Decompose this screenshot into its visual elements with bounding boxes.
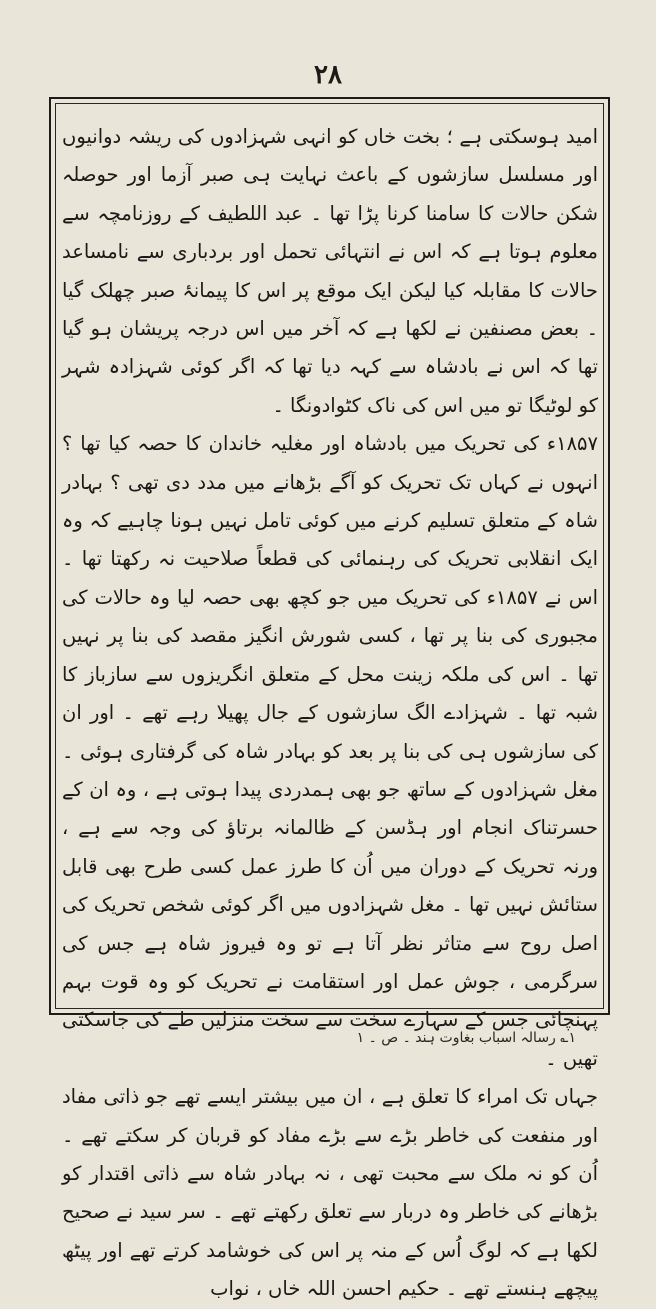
page-number: ۲۸	[314, 60, 342, 90]
paragraph-3: جہاں تک امراء کا تعلق ہے ، ان میں بیشتر ایسے تھے جو ذاتی مفاد اور منفعت کی خاطر بڑے سے بڑے مفاد کو قربان کر سکتے تھے ۔ اُن کو نہ ملک سے محبت تھی ، نہ بہادر شاہ سے ذاتی اقتدار کو بڑھانے کی خاطر وہ دربار سے تعلق رکھتے تھے ۔ سر سید نے صحیح لکھا ہے کہ لوگ اُس کے منہ پر اس کی خوشامد کرتے تھے اور پیٹھ پیچھے ہنستے تھے ۔ حکیم احسن اللہ خاں ، نواب	[62, 1085, 598, 1301]
paragraph-2: ۱۸۵۷ء کی تحریک میں بادشاہ اور مغلیہ خاندان کا حصہ کیا تھا ؟ انہوں نے کہاں تک تحریک کو آگے بڑھانے میں مدد دی تھی ؟ بہادر شاہ کے متعلق تسلیم کرنے میں کوئی تامل نہیں ہونا چاہیے کہ وہ ایک انقلابی تحریک کی رہنمائی کی قطعاً صلاحیت نہ رکھتا تھا ۔ اس نے ۱۸۵۷ء کی تحریک میں جو کچھ بھی حصہ لیا وہ حالات کی مجبوری کی بنا پر تھا ، کسی شورش انگیز مقصد کی بنا پر نہیں تھا ۔ اس کی ملکہ زینت محل کے متعلق انگریزوں سے سازباز کا شبہ تھا ۔ شہزادے الگ سازشوں کے جال پھیلا رہے تھے ۔ اور ان کی سازشوں ہی کی بنا پر بعد کو بہادر شاہ کی گرفتاری ہوئی ۔ مغل شہزادوں کے ساتھ جو بھی ہمدردی پیدا ہوتی ہے ، وہ ان کے حسرتناک انجام اور ہڈسن کے ظالمانہ برتاؤ کی وجہ سے ہے ، ورنہ تحریک کے دوران میں اُن کا طرز عمل کسی طرح بھی قابل ستائش نہیں تھا ۔ مغل شہزادوں میں اگر کوئی شخص تحریک کی اصل روح سے متاثر نظر آتا ہے تو وہ فیروز شاہ ہے جس کی سرگرمی ، جوش عمل اور استقامت نے تحریک کو وہ قوت بہم پہنچائی جس کے سہارے سخت سے سخت منزلیں طے کی جاسکتی تھیں ۔	[62, 432, 598, 1070]
text-body	[62, 118, 598, 1309]
footnote: ۱؎ رسالہ اسباب بغاوت ہند ۔ ص ۔ ۱	[356, 1030, 576, 1046]
paragraph-1: امید ہوسکتی ہے ؛ بخت خاں کو انہی شہزادوں کی ریشہ دوانیوں اور مسلسل سازشوں کے باعث نہایت ہی صبر آزما اور حوصلہ شکن حالات کا سامنا کرنا پڑا تھا ۔ عبد اللطیف کے روزنامچہ سے معلوم ہوتا ہے کہ اس نے انتہائی تحمل اور بردباری سے نامساعد حالات کا مقابلہ کیا لیکن ایک موقع پر اس کا پیمانۂ صبر چھلک گیا ۔ بعض مصنفین نے لکھا ہے کہ آخر میں اس درجہ پریشان ہو گیا تھا کہ اس نے بادشاہ سے کہہ دیا تھا کہ اگر کوئی شہزادہ شہر کو لوٹیگا تو میں اس کی ناک کٹوادونگا ۔	[62, 125, 598, 417]
